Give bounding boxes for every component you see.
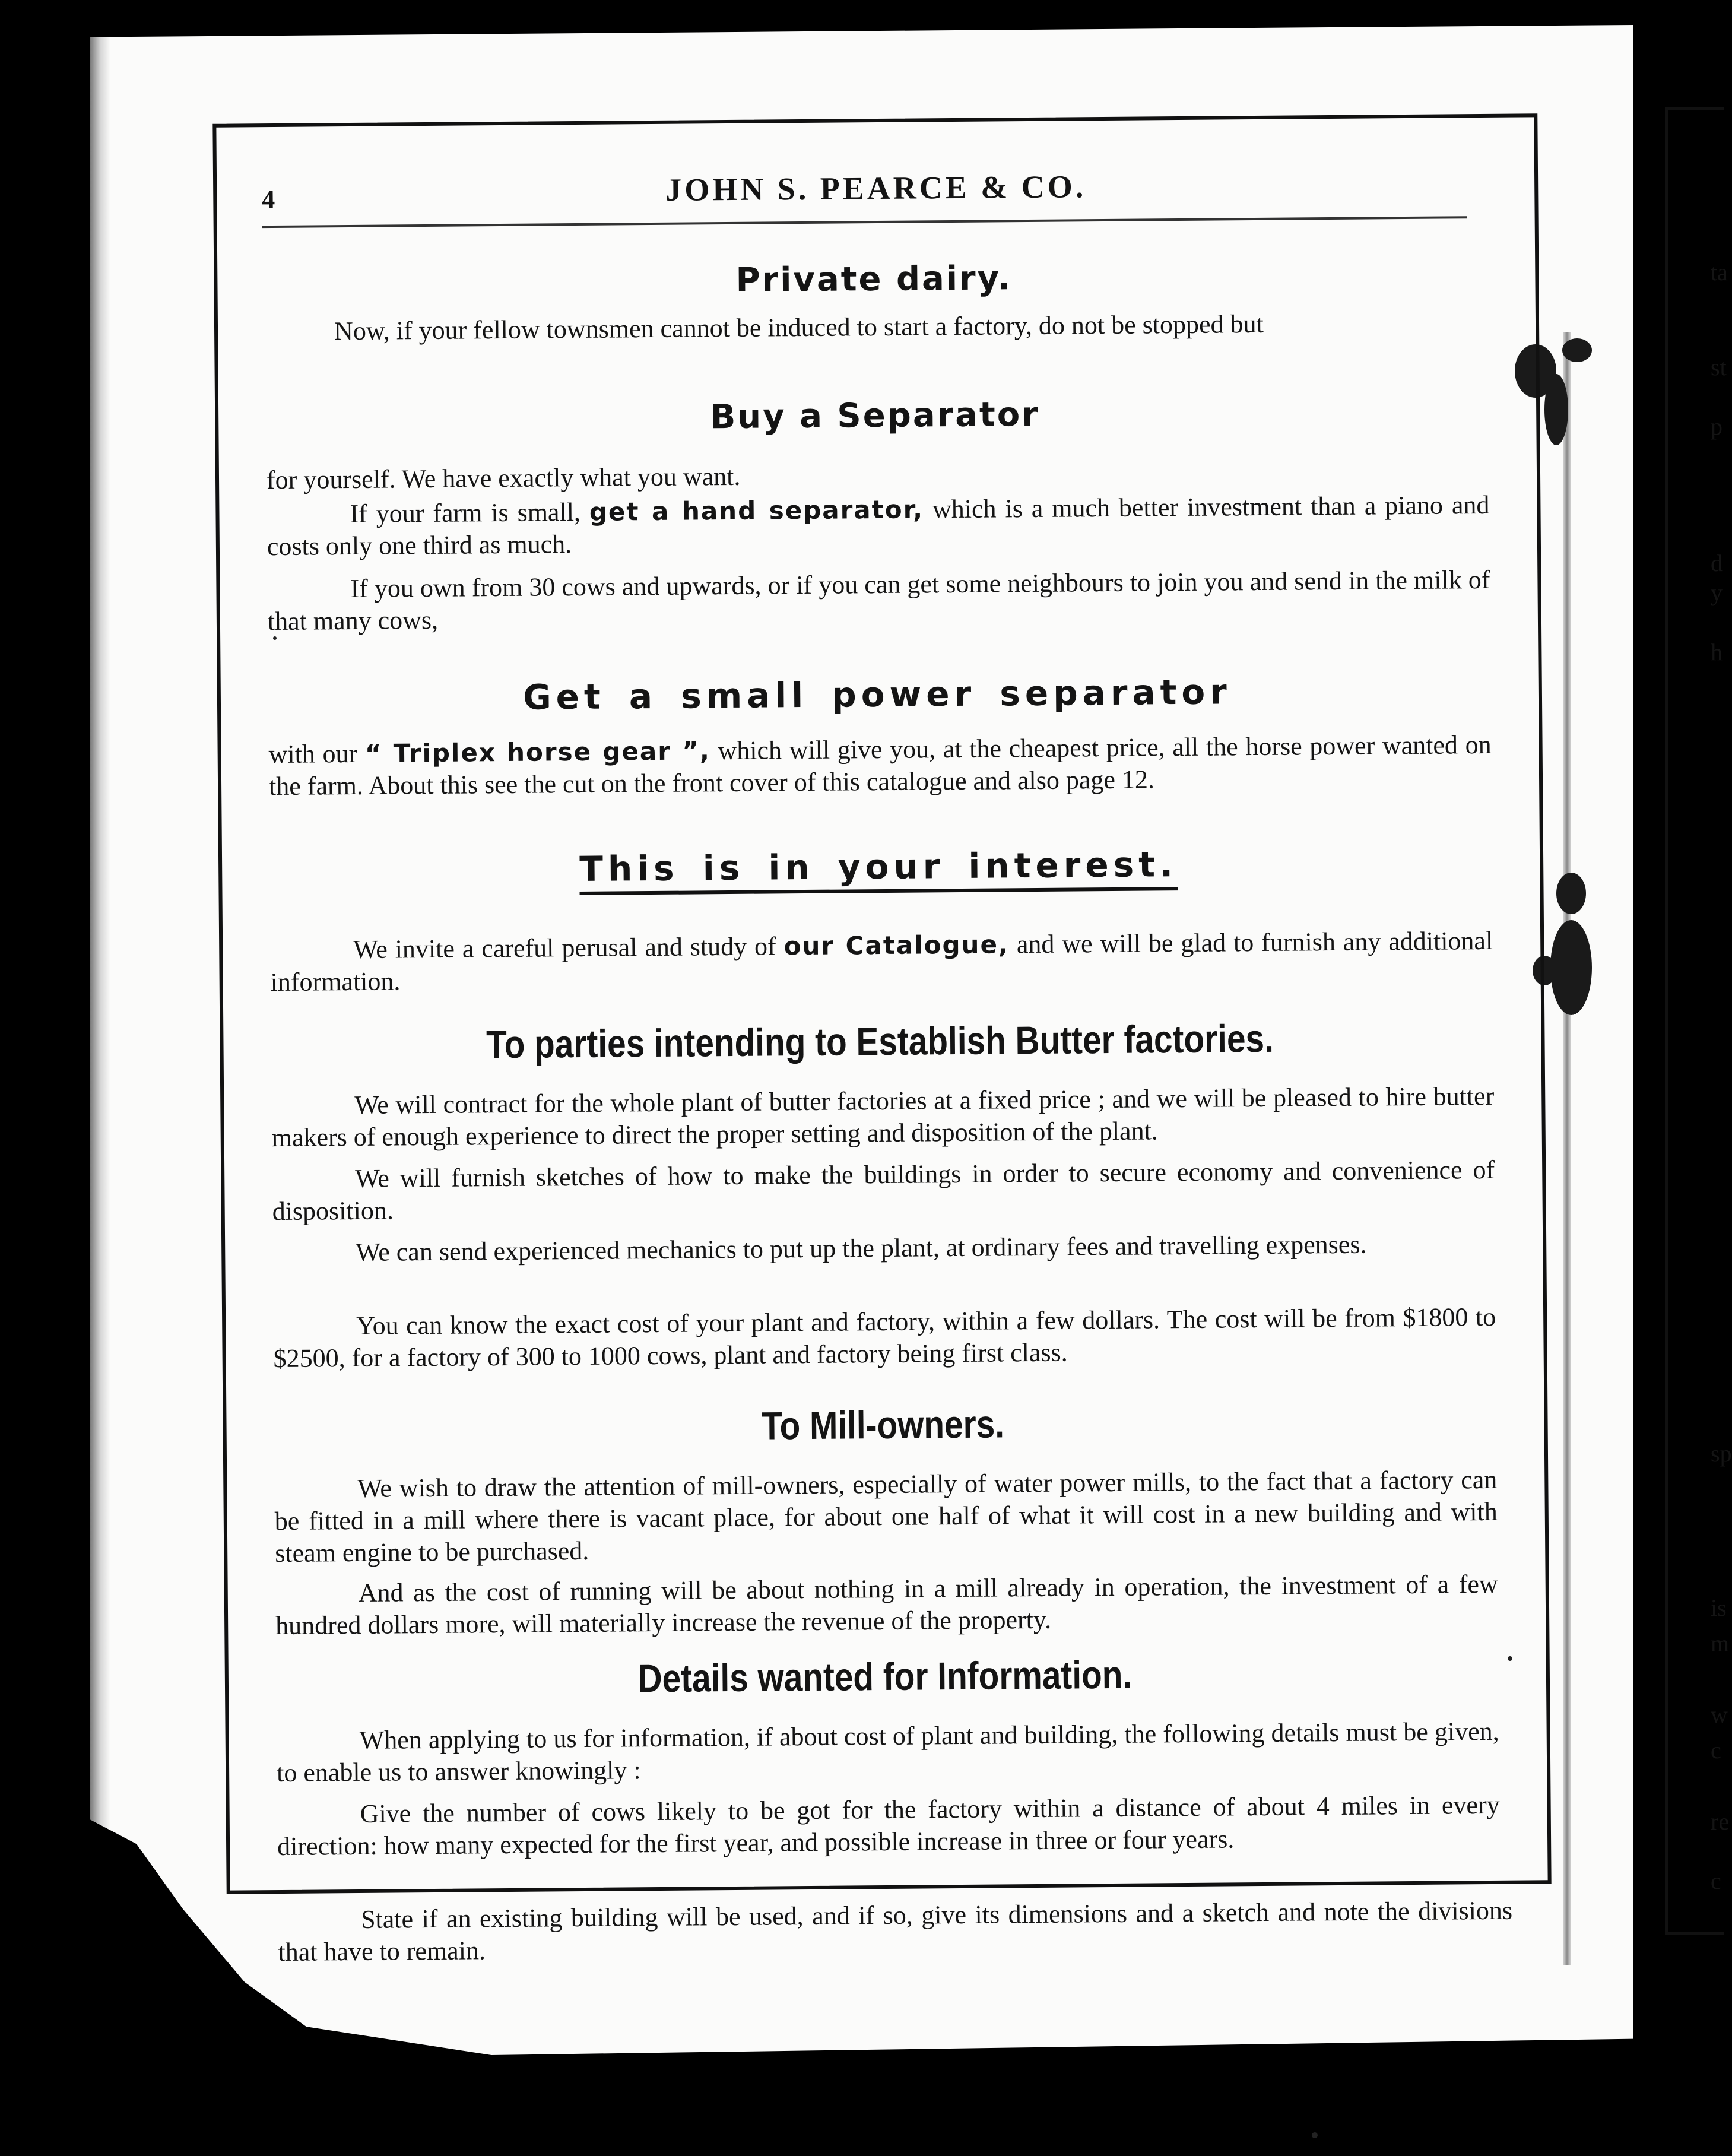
details-paragraph-2: Give the number of cows likely to be got for the factory within a distance of about 4 miles in every direction: how many expected for the first year, and possible increase in three or four years. (277, 1790, 1500, 1862)
page-border (212, 113, 1551, 1967)
emphasis-our-catalogue: our Catalogue, (783, 930, 1010, 961)
facing-page-fragment: c (1711, 1868, 1721, 1894)
running-head (262, 163, 1467, 228)
facing-page-fragment: w (1711, 1701, 1728, 1728)
heading-mill-owners: To Mill-owners. (761, 1402, 1005, 1448)
heading-private-dairy: Private dairy. (735, 259, 1013, 300)
details-paragraph-1: When applying to us for information, if about cost of plant and building, the following details must be given, to enable us to answer knowingly : (276, 1716, 1499, 1788)
butter-factories-paragraph-3: We can send experienced mechanics to put up the plant, at ordinary fees and travelling expenses. (356, 1229, 1367, 1267)
facing-page-fragment: h (1711, 639, 1723, 665)
heading-details-wanted: Details wanted for Information. (637, 1652, 1133, 1701)
butter-factories-paragraph-1: We will contract for the whole plant of butter factories at a fixed price ; and we will be pleased to hire butter makers of enough experience to direct the proper setting and disposition of the plant. (271, 1081, 1495, 1153)
heading-power-separator: Get a small power separator (522, 671, 1232, 718)
emphasis-hand-separator: get a hand separator, (589, 494, 924, 527)
heading-in-your-interest: This is in your interest. (267, 842, 1490, 892)
facing-page-fragment: m (1711, 1630, 1730, 1657)
facing-page-fragment: re (1711, 1808, 1730, 1835)
buy-separator-paragraph-1: for yourself. We have exactly what you want. (266, 461, 741, 495)
facing-page-edge (1665, 107, 1732, 1935)
facing-page-fragment: d (1711, 550, 1723, 576)
facing-page-fragment: c (1711, 1737, 1721, 1764)
print-speck (273, 636, 277, 640)
heading-butter-factories: To parties intending to Establish Butter factories. (486, 1016, 1274, 1067)
page-gutter (1563, 332, 1571, 1965)
print-speck (1508, 1656, 1512, 1661)
buy-separator-paragraph-3: If you own from 30 cows and upwards, or if you can get some neighbours to join you and send in the milk of that many cows, (267, 565, 1490, 636)
mill-owners-paragraph-2: And as the cost of running will be about nothing in a mill already in operation, the investment of a few hundred dollars more, will materially increase the revenue of the property. (275, 1569, 1498, 1641)
facing-page-fragment: st (1711, 354, 1727, 381)
butter-factories-paragraph-4: You can know the exact cost of your plant and factory, within a few dollars. The cost will be from $1800 to $2500, for a factory of 300 to 1000 cows, plant and factory being first class. (273, 1302, 1496, 1374)
emphasis-triplex-horse-gear: “ Triplex horse gear ”, (364, 736, 711, 768)
print-speck (1312, 2132, 1318, 2138)
power-separator-paragraph: with our “ Triplex horse gear ”, which will give you, at the cheapest price, all the horse power wanted on the farm. About this see the cut on the front cover of this catalogue and also page 12. (268, 730, 1492, 801)
heading-buy-separator: Buy a Separator (710, 395, 1041, 437)
page-number: 4 (262, 184, 275, 214)
butter-factories-paragraph-2: We will furnish sketches of how to make the buildings in order to secure economy and convenience of disposition. (272, 1155, 1495, 1226)
details-paragraph-3: State if an existing building will be used, and if so, give its dimensions and a sketch and note the divisions that have to remain. (278, 1895, 1513, 1967)
company-name: JOHN S. PEARCE & CO. (665, 169, 1087, 208)
facing-page-fragment: y (1711, 579, 1723, 606)
mill-owners-paragraph-1: We wish to draw the attention of mill-owners, especially of water power mills, to the fact that a factory can be fitted in a mill where there is vacant place, for about one half of what it will cost in a new building and with steam engine to be purchased. (274, 1464, 1498, 1568)
facing-page-fragment: p (1711, 413, 1723, 440)
private-dairy-paragraph: Now, if your fellow townsmen cannot be induced to start a factory, do not be stopped but (334, 309, 1264, 346)
buy-separator-paragraph-2: If your farm is small, get a hand separator, which is a much better investment than a piano and costs only one third as much. (267, 490, 1490, 562)
facing-page-fragment: is (1711, 1594, 1727, 1621)
facing-page-fragment: ta (1711, 259, 1728, 286)
facing-page-fragment: sp (1711, 1440, 1732, 1467)
interest-paragraph: We invite a careful perusal and study of our Catalogue, and we will be glad to furnish any additional information. (270, 925, 1493, 997)
